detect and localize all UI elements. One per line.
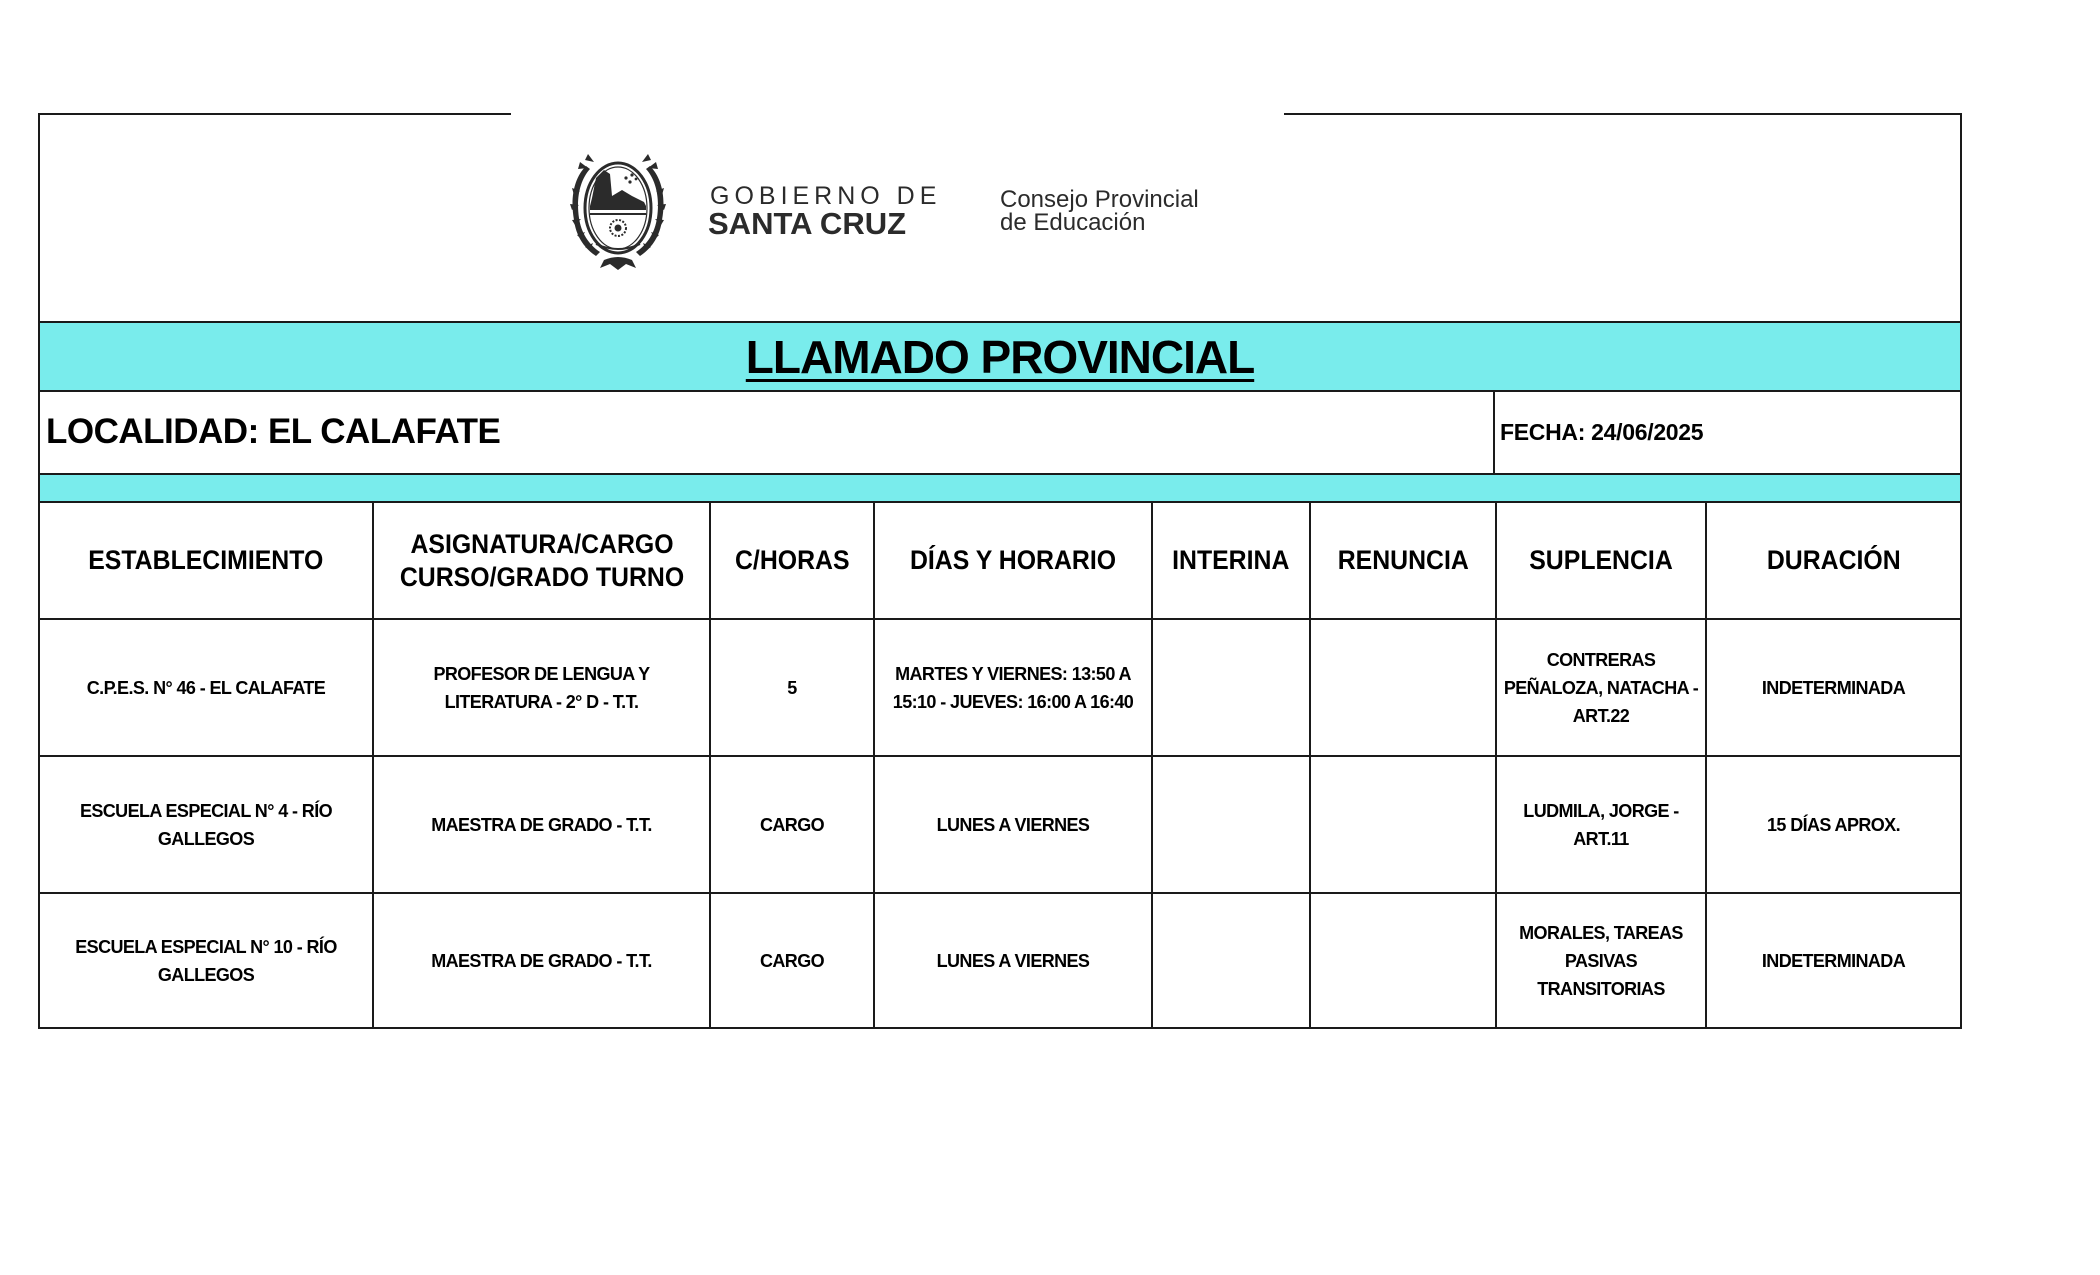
column-header-establecimiento	[40, 503, 372, 618]
frame-top-left-border	[38, 113, 511, 115]
column-header-label: ASIGNATURA/CARGO CURSO/GRADO TURNO	[399, 528, 684, 592]
coat-of-arms-icon	[566, 148, 670, 274]
cell-establecimiento: ESCUELA ESPECIAL N° 4 - RÍO GALLEGOS	[79, 800, 333, 849]
cell-establecimiento: C.P.E.S. N° 46 - EL CALAFATE	[86, 677, 326, 698]
logo-block	[566, 148, 1246, 274]
cell-renuncia	[1311, 620, 1495, 755]
separator-band-top-border	[38, 473, 1962, 475]
column-header-label: RENUNCIA	[1337, 545, 1469, 575]
column-header-label: C/HORAS	[734, 545, 850, 575]
cell-duracion: 15 DÍAS APROX.	[1767, 814, 1900, 835]
cell-dias-horario: MARTES Y VIERNES: 13:50 A 15:10 - JUEVES: 16:00 A 16:40	[892, 663, 1134, 712]
column-header-horas	[711, 503, 873, 618]
cell-duracion: INDETERMINADA	[1761, 950, 1906, 971]
consejo-provincial-text: Consejo Provincial	[1000, 186, 1199, 213]
page-title: LLAMADO PROVINCIAL	[745, 330, 1255, 383]
cell-interina	[1153, 620, 1309, 755]
fecha-divider	[1493, 391, 1495, 474]
santa-cruz-text: SANTA CRUZ	[708, 206, 907, 241]
frame-top-right-border	[1284, 113, 1962, 115]
cell-dias-horario: LUNES A VIERNES	[936, 950, 1090, 971]
column-header-renuncia	[1311, 503, 1495, 618]
cell-renuncia	[1311, 894, 1495, 1027]
cell-interina	[1153, 757, 1309, 892]
de-educacion-text: de Educación	[1000, 209, 1146, 236]
column-header-dias-horario	[875, 503, 1151, 618]
table-bottom-border	[38, 1027, 1962, 1029]
cell-suplencia: CONTRERAS PEÑALOZA, NATACHA - ART.22	[1503, 649, 1699, 726]
column-header-label: SUPLENCIA	[1529, 545, 1673, 575]
fecha-label: FECHA: 24/06/2025	[1500, 418, 1704, 445]
cell-asignatura: MAESTRA DE GRADO - T.T.	[431, 950, 652, 971]
column-header-label: ESTABLECIMIENTO	[88, 545, 324, 575]
cell-horas: CARGO	[760, 950, 824, 971]
cell-dias-horario: LUNES A VIERNES	[936, 814, 1090, 835]
column-header-label: DÍAS Y HORARIO	[909, 545, 1117, 575]
column-header-label: INTERINA	[1172, 545, 1290, 575]
column-header-interina	[1153, 503, 1309, 618]
column-header-suplencia	[1497, 503, 1705, 618]
column-header-label: DURACIÓN	[1766, 545, 1901, 575]
cell-duracion: INDETERMINADA	[1761, 677, 1906, 698]
cell-renuncia	[1311, 757, 1495, 892]
cell-asignatura: MAESTRA DE GRADO - T.T.	[431, 814, 652, 835]
cell-horas: CARGO	[760, 814, 824, 835]
column-header-duracion	[1707, 503, 1960, 618]
separator-band	[40, 474, 1960, 502]
cell-suplencia: LUDMILA, JORGE - ART.11	[1523, 800, 1679, 849]
cell-establecimiento: ESCUELA ESPECIAL N° 10 - RÍO GALLEGOS	[75, 936, 337, 985]
cell-interina	[1153, 894, 1309, 1027]
cell-asignatura: PROFESOR DE LENGUA Y LITERATURA - 2° D - T.T.	[433, 663, 650, 712]
cell-horas: 5	[787, 677, 797, 698]
localidad-label: LOCALIDAD: EL CALAFATE	[46, 412, 501, 451]
column-header-asignatura	[374, 503, 709, 618]
cell-suplencia: MORALES, TAREAS PASIVAS TRANSITORIAS	[1519, 922, 1683, 999]
gobierno-de-text: GOBIERNO DE	[710, 182, 942, 210]
